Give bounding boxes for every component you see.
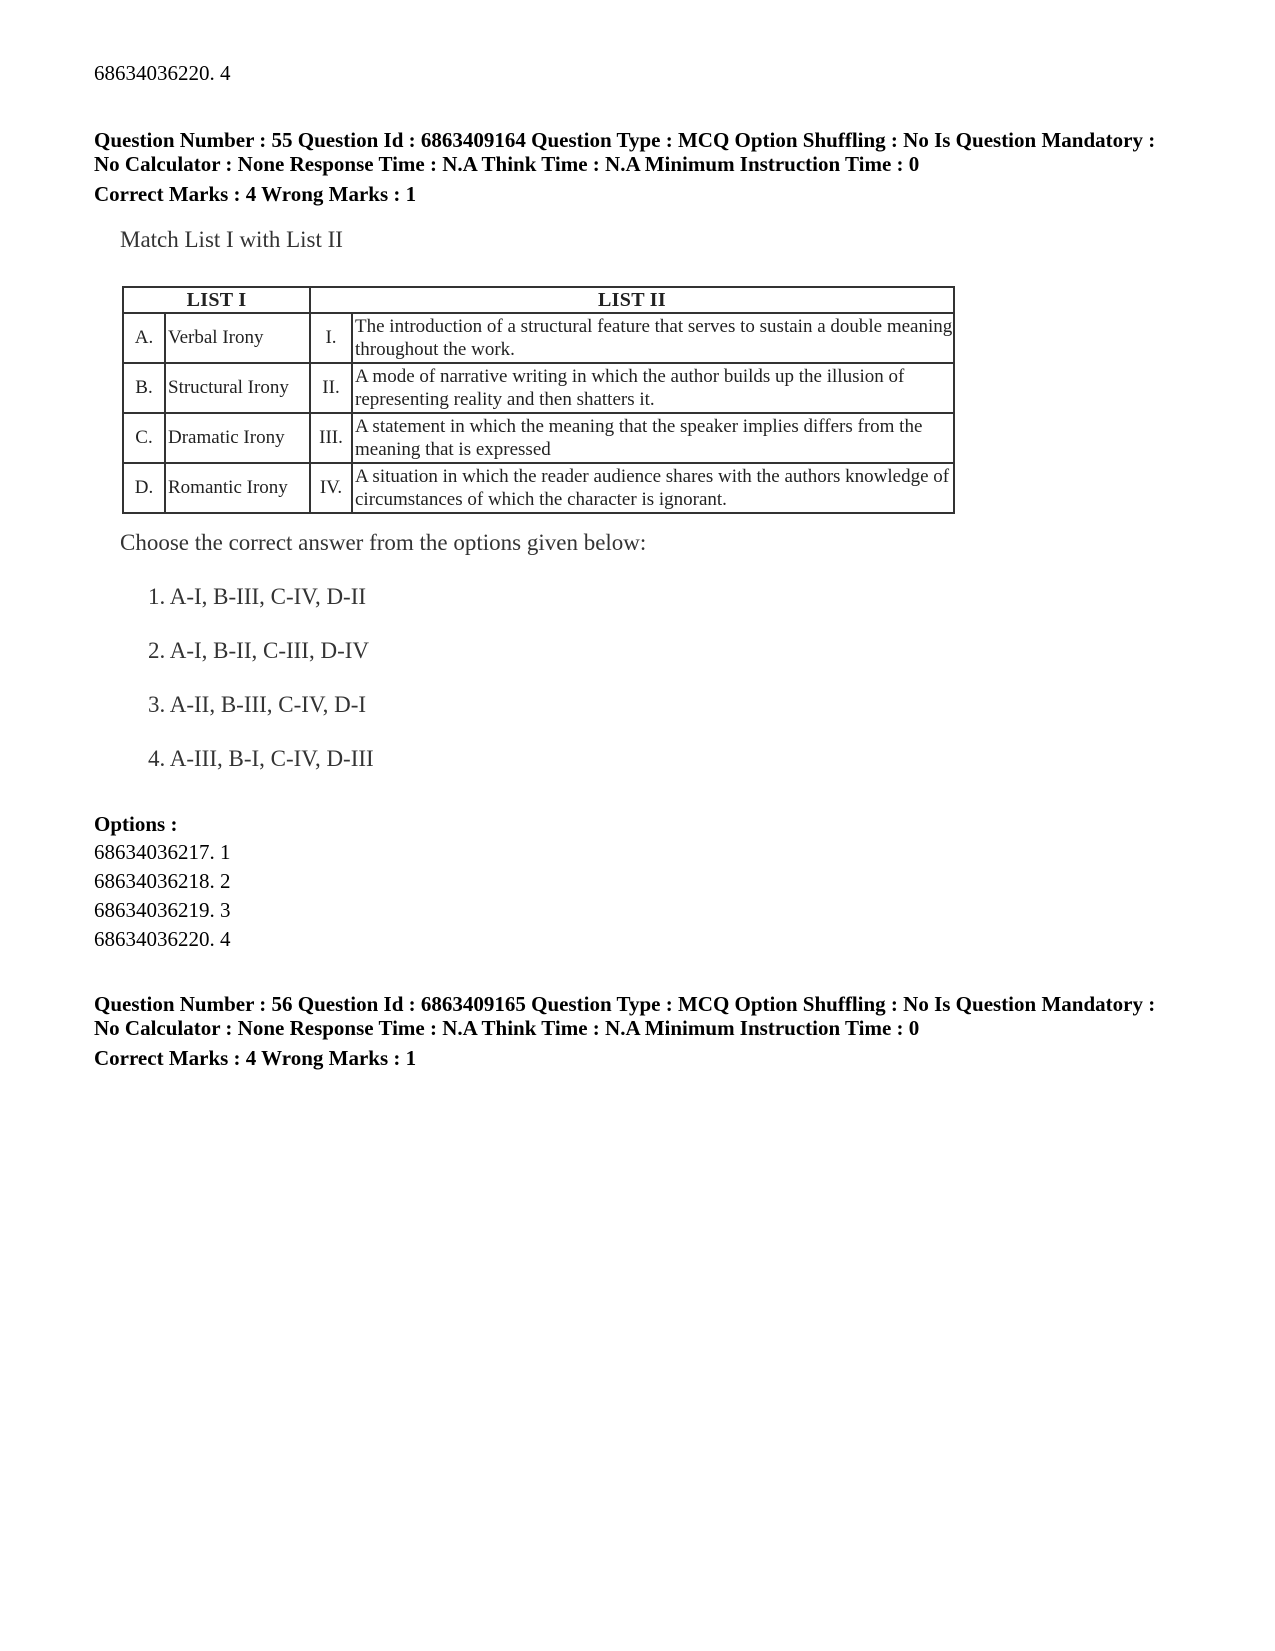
table-row <box>123 463 954 513</box>
row-letter: C. <box>123 413 165 463</box>
answer-choice: 4. A-III, B-I, C-IV, D-III <box>148 746 374 771</box>
option-item: 68634036220. 4 <box>94 927 231 951</box>
option-item: 68634036217. 1 <box>94 840 231 864</box>
table-row <box>123 313 954 363</box>
answer-choice: 1. A-I, B-III, C-IV, D-II <box>148 584 367 609</box>
question-55-marks: Correct Marks : 4 Wrong Marks : 1 <box>94 182 417 206</box>
question-56-marks: Correct Marks : 4 Wrong Marks : 1 <box>94 1046 417 1070</box>
list-2-header: LIST II <box>310 287 954 313</box>
list-2-description: A situation in which the reader audience shares with the authors knowledge of circumstances of which the character is ignorant. <box>352 463 954 513</box>
option-item: 68634036218. 2 <box>94 869 231 893</box>
match-list-table <box>122 286 955 514</box>
row-letter: A. <box>123 313 165 363</box>
row-letter: B. <box>123 363 165 413</box>
list-1-header: LIST I <box>123 287 310 313</box>
match-table-header-row <box>123 287 954 313</box>
question-56-header <box>94 992 1155 1040</box>
question-55-header <box>94 128 1155 176</box>
previous-question-option: 68634036220. 4 <box>94 61 231 85</box>
option-item: 68634036219. 3 <box>94 898 231 922</box>
answer-choice: 2. A-I, B-II, C-III, D-IV <box>148 638 369 663</box>
options-heading: Options : <box>94 812 178 836</box>
list-2-description: The introduction of a structural feature that serves to sustain a double meaning throughout the work. <box>352 313 954 363</box>
question-56-header-line-2: No Calculator : None Response Time : N.A Think Time : N.A Minimum Instruction Time : 0 <box>94 1016 920 1040</box>
question-55-header-line-2: No Calculator : None Response Time : N.A Think Time : N.A Minimum Instruction Time : 0 <box>94 152 920 176</box>
choose-answer-instruction: Choose the correct answer from the options given below: <box>120 530 647 555</box>
row-letter: D. <box>123 463 165 513</box>
match-instruction: Match List I with List II <box>120 227 343 252</box>
row-roman-numeral: I. <box>310 313 352 363</box>
list-2-description: A statement in which the meaning that the speaker implies differs from the meaning that is expressed <box>352 413 954 463</box>
table-row <box>123 363 954 413</box>
row-roman-numeral: III. <box>310 413 352 463</box>
list-1-term: Romantic Irony <box>165 463 310 513</box>
row-roman-numeral: II. <box>310 363 352 413</box>
list-1-term: Structural Irony <box>165 363 310 413</box>
table-row <box>123 413 954 463</box>
row-roman-numeral: IV. <box>310 463 352 513</box>
answer-choice: 3. A-II, B-III, C-IV, D-I <box>148 692 367 717</box>
list-2-description: A mode of narrative writing in which the author builds up the illusion of representing reality and then shatters it. <box>352 363 954 413</box>
question-55-header-line-1: Question Number : 55 Question Id : 6863409164 Question Type : MCQ Option Shuffling : No Is Question Mandatory : <box>94 128 1156 152</box>
question-55-content-image <box>118 226 958 786</box>
list-1-term: Verbal Irony <box>165 313 310 363</box>
question-56-header-line-1: Question Number : 56 Question Id : 6863409165 Question Type : MCQ Option Shuffling : No Is Question Mandatory : <box>94 992 1156 1016</box>
list-1-term: Dramatic Irony <box>165 413 310 463</box>
